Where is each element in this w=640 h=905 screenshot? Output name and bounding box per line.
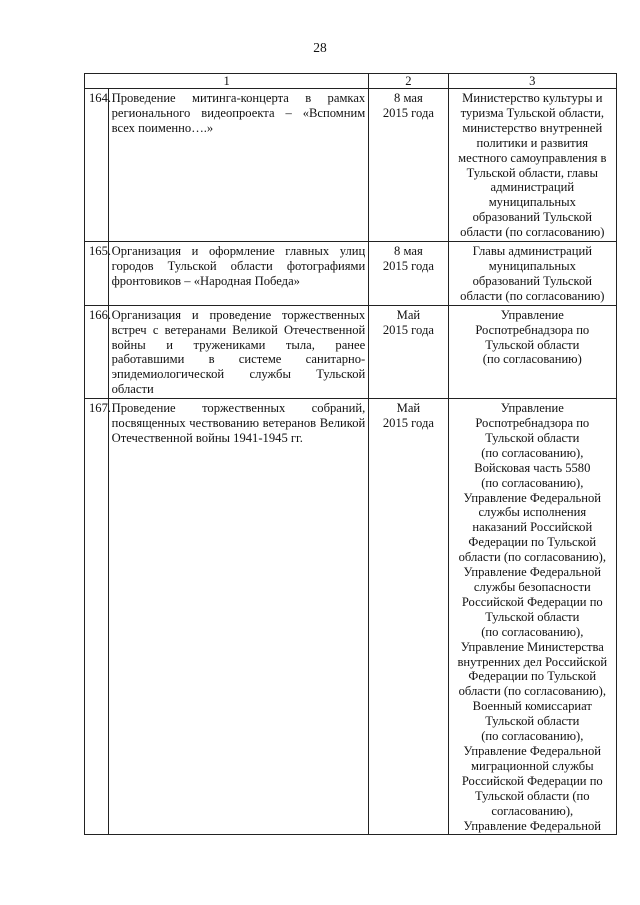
table-header-row bbox=[85, 74, 617, 89]
responsible-text: Министерство культуры и туризма Тульской области, министерство внутренней политики и развития местного самоуправления в Тульской области, главы администраций муниципальных образований Тульской области (по согласованию) bbox=[458, 91, 607, 240]
header-col-2: 2 bbox=[369, 74, 448, 89]
event-cell bbox=[108, 305, 369, 398]
table-row bbox=[85, 242, 617, 306]
date-text: Май 2015 года bbox=[382, 307, 434, 337]
row-number-text: 166. bbox=[89, 307, 112, 322]
date-cell bbox=[369, 305, 448, 398]
page-number: 28 bbox=[313, 40, 327, 55]
row-number-text: 165. bbox=[89, 244, 112, 259]
row-number bbox=[85, 89, 112, 242]
date-text: 8 мая 2015 года bbox=[382, 244, 434, 273]
date-cell bbox=[369, 399, 448, 835]
events-table bbox=[84, 73, 617, 835]
event-text: Организация и проведение торжественных встреч с ветеранами Великой Отечественной войны и тружениками тыла, ранее работавшими в системе санитарно-эпидемиологической службы Тульской области bbox=[111, 307, 366, 397]
row-number bbox=[85, 305, 112, 398]
event-text: Организация и оформление главных улиц городов Тульской области фотографиями фронтовиков – «Народная Победа» bbox=[111, 244, 366, 288]
table-row bbox=[85, 89, 617, 242]
header-col-1: 1 bbox=[85, 74, 369, 89]
date-text: 8 мая 2015 года bbox=[382, 91, 434, 120]
event-cell bbox=[108, 89, 369, 242]
event-cell bbox=[108, 399, 369, 835]
row-number-text: 164. bbox=[89, 91, 112, 105]
row-number-text: 167. bbox=[89, 401, 112, 416]
date-cell bbox=[369, 89, 448, 242]
header-col-3: 3 bbox=[448, 74, 616, 89]
responsible-cell bbox=[448, 89, 616, 242]
responsible-text: Главы администраций муниципальных образований Тульской области (по согласованию) bbox=[460, 244, 605, 303]
responsible-text: Управление Роспотребнадзора по Тульской области (по согласованию) bbox=[475, 307, 590, 367]
table-row bbox=[85, 305, 617, 398]
event-text: Проведение митинга-концерта в рамках регионального видеопроекта – «Вспомним всех поименно….» bbox=[111, 91, 366, 135]
responsible-cell bbox=[448, 305, 616, 398]
responsible-cell bbox=[448, 242, 616, 306]
event-cell bbox=[108, 242, 369, 306]
row-number bbox=[85, 242, 112, 306]
row-number bbox=[85, 399, 112, 835]
date-text: Май 2015 года bbox=[382, 401, 434, 431]
event-text: Проведение торжественных собраний, посвященных чествованию ветеранов Великой Отечественной войны 1941-1945 гг. bbox=[111, 401, 366, 445]
responsible-cell bbox=[448, 399, 616, 835]
date-cell bbox=[369, 242, 448, 306]
table-row bbox=[85, 399, 617, 835]
responsible-text: Управление Роспотребнадзора по Тульской области (по согласованию), Войсковая часть 5580 (по согласованию), Управление Федеральной службы исполнения наказаний Российской Федерации по Тульской области (по согласованию), Управление Федеральной службы безопасности Российской Федерации по Тульской области (по согласованию), Управление Министерства внутренних дел Российской Федерации по Тульской области (по согласованию), Военный комиссариат Тульской области (по согласованию), Управление Федеральной миграционной службы Российской Федерации по Тульской области (по согласованию), Управление Федеральной bbox=[457, 401, 608, 833]
